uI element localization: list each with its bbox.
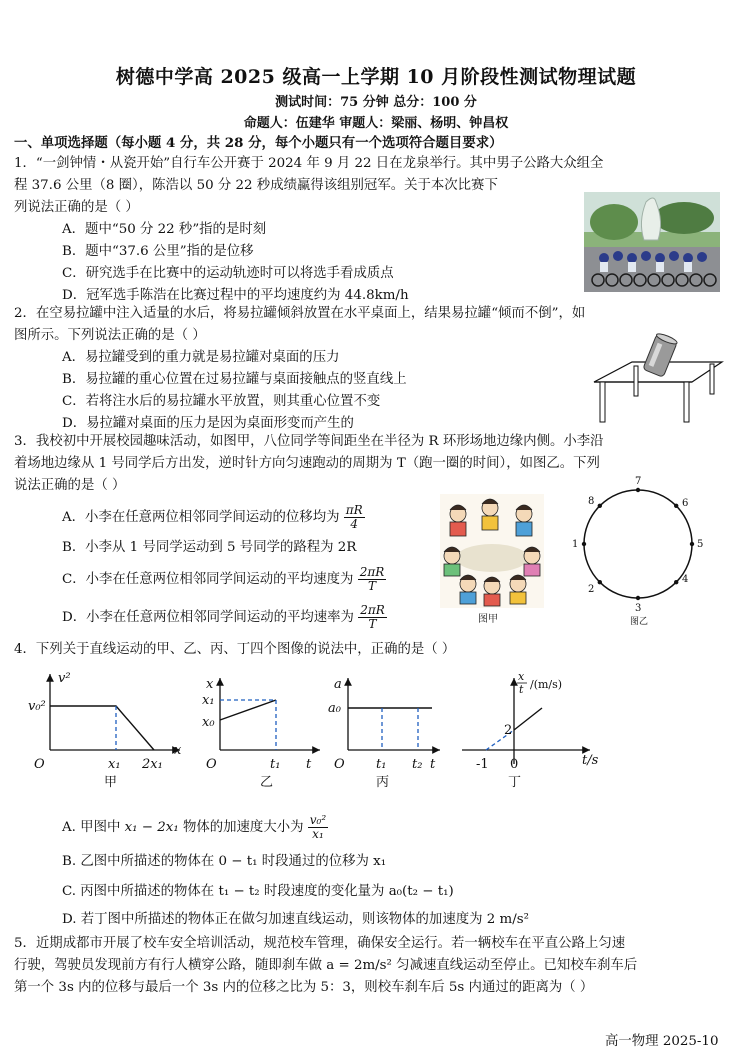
q3-a-denominator: 4 [350,517,359,531]
q5-stem-line1: 5．近期成都市开展了校车安全培训活动，规范校车管理，确保安全运行。若一辆校车在平直公路上匀速 [14,936,626,951]
q3-option-b: B．小李从 1 号同学运动到 5 号同学的路程为 2R [62,540,357,555]
q2-option-b: B．易拉罐的重心位置在过易拉罐与桌面接触点的竖直线上 [62,372,407,387]
q1-option-b: B．题中“37.6 公里”指的是位移 [62,244,254,259]
graph-jia-yvalue: v₀² [28,699,46,714]
q3-c-denominator: T [367,579,376,593]
graph-yi [202,677,320,790]
graph-yi-t1: t₁ [270,757,281,772]
graph-yi-x0: x₀ [202,715,215,730]
q4-a-interval: x₁ − 2x₁ [124,820,179,835]
cycling-race-photo [584,192,720,292]
q4-a-fraction [308,814,328,841]
graph-bing-origin: O [334,757,345,772]
q3-option-d-text: D．小李在任意两位相邻同学间运动的平均速率为 [62,610,354,625]
students-sitting-in-circle-illustration [440,494,544,608]
q4-option-d: D. 若丁图中所描述的物体正在做匀加速直线运动，则该物体的加速度为 2 m/s² [62,912,529,927]
q2-option-d: D．易拉罐对桌面的压力是因为桌面形变而产生的 [62,416,354,431]
graph-jia-x1: x₁ [108,757,121,772]
page-footer: 高一物理 2025-10 [605,1034,719,1049]
q3-option-c-fraction [358,566,387,593]
graph-bing-caption: 丙 [376,775,390,790]
circle-label-2: 2 [588,584,595,595]
figure-jia-caption: 图甲 [478,614,498,625]
q1-option-d: D．冠军选手陈浩在比赛过程中的平均速度约为 44.8km/h [62,288,409,303]
tilted-can-on-table-figure [588,334,724,426]
graph-ding-zero: 0 [510,757,519,772]
circle-track-diagram [566,478,716,630]
circle-label-7: 7 [635,476,642,487]
graph-jia-xlabel: x [174,743,182,758]
graph-jia-caption: 甲 [104,775,118,790]
q5-stem-line2: 行驶，驾驶员发现前方有行人横穿公路，随即刹车做 a = 2m/s² 匀减速直线运动至停止。已知校车刹车后 [14,958,638,973]
graph-ding-caption: 丁 [508,775,522,790]
q2-stem-line2: 图所示。下列说法正确的是（ ） [14,328,206,343]
graph-bing-xlabel: t [430,757,436,772]
graph-jia-ylabel: v² [58,671,71,686]
graph-yi-xlabel: t [306,757,312,772]
graph-ding-ylabel-num: x [518,670,525,683]
graph-ding-neg1: -1 [476,757,489,772]
graph-yi-x1: x₁ [202,693,215,708]
q4-a-suffix: 物体的加速度大小为 [182,820,304,835]
q4-a-numerator: v₀² [309,813,327,827]
exam-info-authors: 命题人：伍建华 审题人：梁丽、杨明、钟昌权 [243,116,509,131]
graph-bing-t1: t₁ [376,757,387,772]
graph-jia [28,671,182,790]
q4-option-b: B. 乙图中所描述的物体在 0 − t₁ 时段通过的位移为 x₁ [62,854,387,869]
q3-option-d-fraction [358,604,387,631]
q3-stem-line2: 着场地边缘从 1 号同学后方出发，逆时针方向匀速跑动的周期为 T（跑一圈的时间），如图乙。下列 [14,456,600,471]
q3-stem-line3: 说法正确的是（ ） [14,478,126,493]
q1-option-a: A．题中“50 分 22 秒”指的是时刻 [62,222,267,237]
circle-label-3: 3 [635,603,642,614]
figure-yi-caption: 图乙 [630,617,649,627]
graph-jia-origin: O [34,757,45,772]
q3-d-numerator: 2πR [360,603,385,617]
q3-option-d [62,604,387,631]
q3-d-denominator: T [368,617,377,631]
q4-a-prefix: A. 甲图中 [62,820,121,835]
graph-bing-a0: a₀ [328,701,341,716]
circle-label-8: 8 [588,496,595,507]
circle-label-4: 4 [682,574,689,585]
q2-option-a: A．易拉罐受到的重力就是易拉罐对桌面的压力 [62,350,340,365]
q3-c-numerator: 2πR [359,565,385,579]
graph-ding-ylabel-unit: /(m/s) [530,678,563,691]
q3-stem-line1: 3．我校初中开展校园趣味活动，如图甲，八位同学等间距坐在半径为 R 环形场地边缘内侧。小李沿 [14,434,604,449]
circle-label-5: 5 [697,539,704,550]
graph-ding-ylabel-den: t [519,683,524,696]
q1-stem-line2: 程 37.6 公里（8 圈），陈浩以 50 分 22 秒成绩赢得该组别冠军。关于本次比赛下 [14,178,498,193]
circle-label-6: 6 [682,498,689,509]
q4-option-a [62,814,328,841]
q1-stem-line3: 列说法正确的是（ ） [14,200,139,215]
graph-yi-ylabel: x [206,677,214,692]
q3-a-numerator: πR [345,503,363,517]
graph-ding-intercept: 2 [504,723,513,738]
section-heading: 一、单项选择题（每小题 4 分，共 28 分，每个小题只有一个选项符合题目要求） [14,135,503,151]
q3-option-a [62,504,365,531]
graph-yi-origin: O [206,757,217,772]
circle-label-1: 1 [572,539,579,550]
graph-ding [462,670,599,790]
q1-stem-line1: 1．“一剑钟情・从瓷开始”自行车公开赛于 2024 年 9 月 22 日在龙泉举行。其中男子公路大众组全 [14,156,604,171]
q1-option-c: C．研究选手在比赛中的运动轨迹时可以将选手看成质点 [62,266,394,281]
q3-option-c [62,566,386,593]
q5-stem-line3: 第一个 3s 内的位移与最后一个 3s 内的位移之比为 5：3，则校车刹车后 5s 内通过的距离为（ ） [14,980,594,995]
graph-bing-t2: t₂ [412,757,423,772]
q3-option-a-text: A．小李在任意两位相邻同学间运动的位移均为 [62,510,340,525]
exam-info-time: 测试时间：75 分钟 总分：100 分 [275,95,477,110]
motion-graphs-figure [30,668,750,798]
graph-ding-xlabel: t/s [582,753,599,768]
graph-bing-ylabel: a [334,677,342,692]
q4-a-denominator: x₁ [312,827,324,841]
q2-option-c: C．若将注水后的易拉罐水平放置，则其重心位置不变 [62,394,381,409]
q4-option-c: C. 丙图中所描述的物体在 t₁ − t₂ 时段速度的变化量为 a₀(t₂ − t₁) [62,884,454,899]
graph-bing [328,677,440,790]
q3-option-c-text: C．小李在任意两位相邻同学间运动的平均速度为 [62,572,354,587]
q2-stem-line1: 2．在空易拉罐中注入适量的水后，将易拉罐倾斜放置在水平桌面上，结果易拉罐“倾而不倒”，如 [14,306,586,321]
graph-jia-x2: 2x₁ [142,757,163,772]
q3-option-a-fraction [344,504,365,531]
graph-yi-caption: 乙 [260,775,274,790]
exam-title: 树德中学高 2025 级高一上学期 10 月阶段性测试物理试题 [115,66,637,88]
q4-stem: 4．下列关于直线运动的甲、乙、丙、丁四个图像的说法中，正确的是（ ） [14,642,456,657]
